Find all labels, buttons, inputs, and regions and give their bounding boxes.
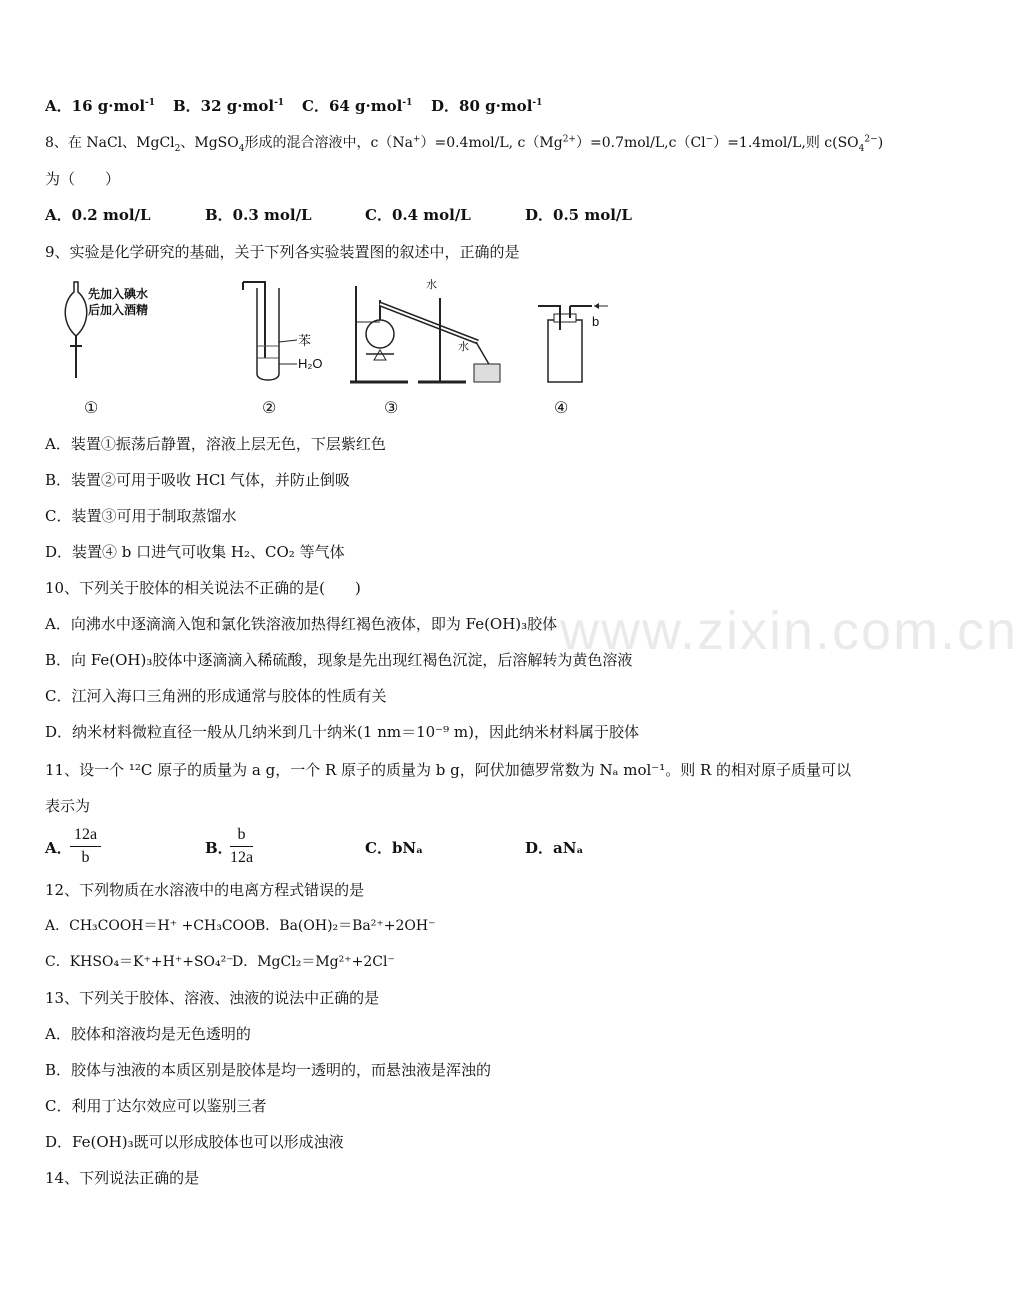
q11-option-b-label: B．: [205, 839, 233, 857]
q9-option-d: D．装置④ b 口进气可收集 H₂、CO₂ 等气体: [45, 543, 345, 561]
q12-option-a: A．CH₃COOH＝H⁺ +CH₃COO⁻: [45, 918, 263, 934]
q9-option-c: C．装置③可用于制取蒸馏水: [45, 507, 237, 525]
q10-option-c: C．江河入海口三角洲的形成通常与胶体的性质有关: [45, 687, 387, 705]
q12-stem: 12、下列物质在水溶液中的电离方程式错误的是: [45, 881, 365, 899]
q11-option-c: C．bNₐ: [365, 839, 424, 857]
watermark: www.zixin.com.cn: [560, 601, 1018, 661]
q7-option-b: B．32 g·mol$^{-1}$: [173, 97, 285, 115]
q12-option-d: D．MgCl₂＝Mg²⁺+2Cl⁻: [232, 954, 395, 970]
figure-number-4: ④: [554, 398, 569, 417]
figure-number-2: ②: [262, 398, 277, 417]
q10-stem: 10、下列关于胶体的相关说法不正确的是( ): [45, 579, 361, 597]
water-outlet-label: 水: [458, 340, 469, 353]
q9-option-b: B．装置②可用于吸收 HCl 气体，并防止倒吸: [45, 471, 350, 489]
q14-stem: 14、下列说法正确的是: [45, 1169, 200, 1187]
q13-option-c: C．利用丁达尔效应可以鉴别三者: [45, 1097, 267, 1115]
b-inlet-label: b: [592, 314, 600, 329]
q9-stem: 9、实验是化学研究的基础，关于下列各实验装置图的叙述中，正确的是: [45, 243, 520, 261]
figure-number-1: ①: [84, 398, 99, 417]
q8-stem: 8、在 NaCl、MgCl$_2$、MgSO$_4$形成的混合溶液中，c（Na+）=0.4mol/L, $c(Mg^{2+})=0.7mol/L,c(Cl^-)=1.4mol/L$,则 $c(SO_4^{2-})$: [45, 134, 884, 154]
q11-option-a-fraction: $\frac{12a}{b}$: [70, 824, 101, 869]
q7-option-d: D．80 g·mol$^{-1}$: [431, 97, 543, 115]
q13-option-a: A．胶体和溶液均是无色透明的: [45, 1025, 251, 1043]
q11-stem-line2: 表示为: [45, 797, 91, 815]
q12-option-c: C．KHSO₄＝K⁺+H⁺+SO₄²⁻: [45, 954, 234, 970]
benzene-label: 苯: [298, 334, 312, 349]
water-inlet-label: 水: [426, 278, 437, 291]
q11-option-a-label: A．: [45, 839, 72, 857]
figure-number-3: ③: [384, 398, 399, 417]
q10-option-d: D．纳米材料微粒直径一般从几纳米到几十纳米(1 nm＝10⁻⁹ m)，因此纳米材料属于胶体: [45, 723, 639, 741]
q9-option-a: A．装置①振荡后静置，溶液上层无色，下层紫红色: [45, 435, 386, 453]
q11-option-b-fraction: $\frac{b}{12a}$: [230, 826, 254, 866]
funnel-label: 先加入碘水 后加入酒精: [88, 287, 149, 317]
q7-option-a: A．16 g·mol$^{-1}$: [45, 97, 156, 115]
q8-option-d: D．0.5 mol/L: [525, 206, 632, 224]
gas-bottle-figure: [530, 290, 620, 386]
q12-option-b: B．Ba(OH)₂＝Ba²⁺+2OH⁻: [255, 918, 436, 934]
q8-option-a: A．0.2 mol/L: [45, 206, 151, 224]
q7-option-c: C．64 g·mol$^{-1}$: [302, 97, 413, 115]
q13-stem: 13、下列关于胶体、溶液、浊液的说法中正确的是: [45, 989, 380, 1007]
q13-option-d: D．Fe(OH)₃既可以形成胶体也可以形成浊液: [45, 1133, 344, 1151]
q8-option-c: C．0.4 mol/L: [365, 206, 471, 224]
distillation-figure: [348, 276, 508, 388]
water-label: H₂O: [298, 356, 323, 371]
q11-stem: 11、设一个 ¹²C 原子的质量为 a g，一个 R 原子的质量为 b g，阿伏加德罗常数为 Nₐ mol⁻¹。则 R 的相对原子质量可以: [45, 761, 852, 779]
q11-option-d: D．aNₐ: [525, 839, 584, 857]
q8-option-b: B．0.3 mol/L: [205, 206, 312, 224]
q10-option-b: B．向 Fe(OH)₃胶体中逐滴滴入稀硫酸，现象是先出现红褐色沉淀，后溶解转为黄色溶液: [45, 651, 633, 669]
q13-option-b: B．胶体与浊液的本质区别是胶体是均一透明的，而悬浊液是浑浊的: [45, 1061, 492, 1079]
q8-stem-line2: 为（ ）: [45, 170, 121, 188]
q10-option-a: A．向沸水中逐滴滴入饱和氯化铁溶液加热得红褐色液体，即为 Fe(OH)₃胶体: [45, 615, 558, 633]
